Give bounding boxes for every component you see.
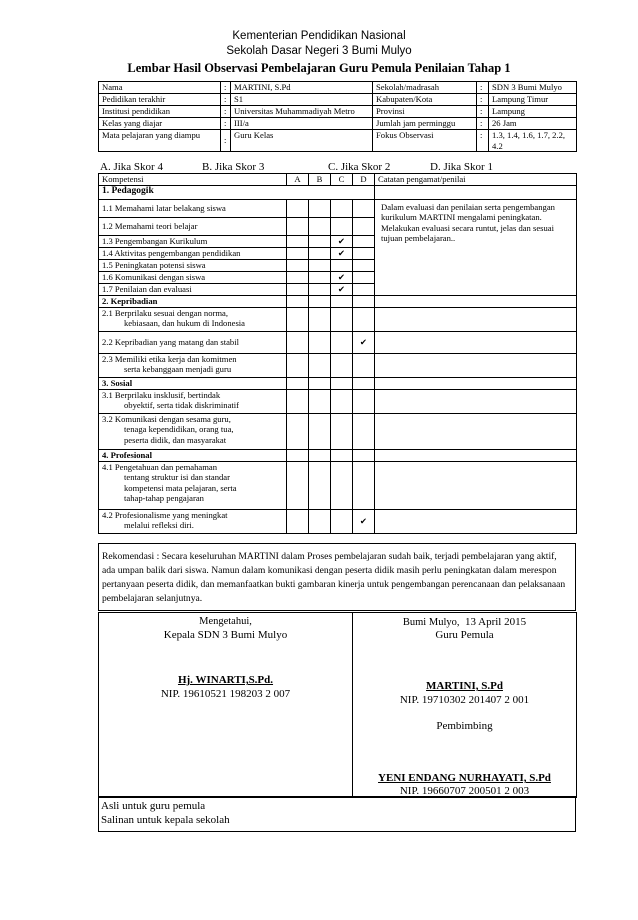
score-cell-d	[353, 389, 375, 413]
section-label: 2. Kepribadian	[99, 295, 287, 307]
check-mark-icon: ✔	[353, 331, 375, 353]
col-header-a: A	[287, 174, 309, 186]
score-cell-c	[331, 461, 353, 509]
score-cell-d	[353, 217, 375, 235]
info-label: Jumlah jam perminggu	[373, 118, 477, 130]
competency-label: 1.2 Memahami teori belajar	[99, 217, 287, 235]
check-mark-icon: ✔	[331, 271, 353, 283]
col-header-kompetensi: Kompetensi	[99, 174, 287, 186]
teacher-nip: NIP. 19710302 201407 2 001	[399, 694, 530, 706]
score-cell-d	[353, 377, 375, 389]
info-value: Lampung	[489, 106, 577, 118]
competency-line: 2.3 Memiliki etika kerja dan komitmen	[102, 353, 237, 364]
recommendation-box	[98, 543, 576, 611]
notes-cell	[375, 307, 577, 331]
competency-line: tentang struktur isi dan standar	[124, 472, 230, 482]
colon: :	[221, 130, 231, 152]
score-cell-a	[287, 199, 309, 217]
section-label: 1. Pedagogik	[99, 185, 375, 199]
score-cell-b	[309, 295, 331, 307]
colon: :	[221, 94, 231, 106]
score-cell-b	[309, 461, 331, 509]
score-cell-b	[309, 235, 331, 247]
info-label: Sekolah/madrasah	[373, 82, 477, 94]
competency-label	[99, 353, 287, 377]
score-cell-b	[309, 377, 331, 389]
score-cell-c	[331, 353, 353, 377]
info-value: III/a	[231, 118, 373, 130]
info-value: Universitas Muhammadiyah Metro	[231, 106, 373, 118]
notes-cell	[375, 413, 577, 449]
scale-b: B. Jika Skor 3	[202, 161, 265, 173]
signature-left	[99, 613, 353, 798]
info-value: Lampung Timur	[489, 94, 577, 106]
col-header-c: C	[331, 174, 353, 186]
score-cell-b	[309, 271, 331, 283]
score-cell-a	[287, 331, 309, 353]
competency-line: tahap-tahap pengajaran	[124, 493, 204, 503]
competency-row	[99, 331, 577, 353]
school-heading: Sekolah Dasar Negeri 3 Bumi Mulyo	[226, 45, 412, 57]
competency-line: melalui refleksi diri.	[124, 520, 194, 530]
info-label: Mata pelajaran yang diampu	[99, 130, 221, 152]
notes-cell	[375, 389, 577, 413]
competency-line: serta kebanggaan menjadi guru	[124, 364, 232, 374]
score-cell-b	[309, 307, 331, 331]
score-cell-d	[353, 353, 375, 377]
colon: :	[477, 118, 489, 130]
competency-line: kompetensi mata pelajaran, serta	[124, 482, 237, 493]
competency-row	[99, 199, 577, 217]
competency-label	[99, 413, 287, 449]
competency-line: 2.1 Berprilaku sesuai dengan norma,	[102, 307, 229, 318]
info-label: Kelas yang diajar	[99, 118, 221, 130]
info-value: 1.3, 1.4, 1.6, 1.7, 2.2, 4.2	[489, 130, 577, 152]
competency-row	[99, 413, 577, 449]
footer-cell	[99, 797, 576, 832]
score-cell-b	[309, 353, 331, 377]
score-cell-a	[287, 259, 309, 271]
score-cell-d	[353, 199, 375, 217]
score-cell-a	[287, 461, 309, 509]
score-cell-b	[309, 259, 331, 271]
colon: :	[477, 94, 489, 106]
competency-line: kebiasaan, dan hukum di Indonesia	[124, 318, 245, 328]
notes-cell	[375, 331, 577, 353]
scale-d: D. Jika Skor 1	[430, 161, 493, 173]
score-cell-a	[287, 389, 309, 413]
signing-date: 13 April 2015	[464, 616, 527, 628]
score-cell-b	[309, 283, 331, 295]
score-cell-c	[331, 449, 353, 461]
competency-label	[99, 389, 287, 413]
score-cell-c	[331, 331, 353, 353]
notes-cell	[375, 449, 577, 461]
score-cell-c	[331, 413, 353, 449]
score-cell-a	[287, 271, 309, 283]
competency-row	[99, 389, 577, 413]
info-row	[99, 94, 577, 106]
col-header-b: B	[309, 174, 331, 186]
check-mark-icon: ✔	[331, 235, 353, 247]
observer-notes: Dalam evaluasi dan penilaian serta pengembangan kurikulum MARTINI mengalami peningkatan. Melakukan evaluasi secara runtut, jelas dan sesuai tujuan pembelajaran..	[375, 199, 577, 295]
competency-line: 3.1 Berprilaku insklusif, bertindak	[102, 389, 221, 400]
mentor-nip: NIP. 19660707 200501 2 003	[399, 785, 530, 797]
info-label: Provinsi	[373, 106, 477, 118]
colon: :	[477, 82, 489, 94]
score-cell-b	[309, 413, 331, 449]
notes-cell	[375, 295, 577, 307]
competency-label	[99, 461, 287, 509]
info-row	[99, 82, 577, 94]
recommendation-text: Rekomendasi : Secara keseluruhan MARTINI dalam Proses pembelajaran sudah baik, terjadi pembelajaran yang aktif, ada umpan balik dari siswa. Namun dalam komunikasi dengan peserta didik masih perlu peningkatan dalam merespon pertanyaan peserta didik, dan memanfaatkan bukti gambaran kinerja untuk pengembangan perencanaan dan pelaksanaan pembelajaran selanjutnya.	[99, 544, 576, 611]
score-cell-a	[287, 353, 309, 377]
notes-spacer	[375, 185, 577, 199]
info-value: MARTINI, S.Pd	[231, 82, 373, 94]
score-cell-c	[331, 199, 353, 217]
place-date	[353, 616, 576, 628]
info-row	[99, 118, 577, 130]
score-cell-b	[309, 199, 331, 217]
info-value: S1	[231, 94, 373, 106]
score-cell-a	[287, 413, 309, 449]
section-label: 3. Sosial	[99, 377, 287, 389]
check-mark-icon: ✔	[353, 509, 375, 533]
col-header-d: D	[353, 174, 375, 186]
distribution-footer	[98, 796, 576, 832]
section-label: 4. Profesional	[99, 449, 287, 461]
info-label: Fokus Observasi	[373, 130, 477, 152]
competency-label	[99, 509, 287, 533]
score-cell-a	[287, 449, 309, 461]
place-label: Bumi Mulyo,	[402, 617, 460, 628]
competency-header-row	[99, 174, 577, 186]
notes-cell	[375, 509, 577, 533]
check-mark-icon: ✔	[331, 247, 353, 259]
principal-name: Hj. WINARTI,S.Pd.	[177, 674, 274, 686]
competency-line: 4.1 Pengetahuan dan pemahaman	[102, 461, 218, 472]
competency-row	[99, 461, 577, 509]
competency-row	[99, 509, 577, 533]
score-cell-a	[287, 217, 309, 235]
score-cell-c	[331, 217, 353, 235]
score-cell-b	[309, 247, 331, 259]
competency-label: 1.6 Komunikasi dengan siswa	[99, 271, 287, 283]
competency-label: 1.4 Aktivitas pengembangan pendidikan	[99, 247, 287, 259]
mentor-label: Pembimbing	[436, 720, 493, 732]
scale-c: C. Jika Skor 2	[328, 161, 391, 173]
competency-label: 1.7 Penilaian dan evaluasi	[99, 283, 287, 295]
competency-table	[98, 173, 577, 534]
info-value: SDN 3 Bumi Mulyo	[489, 82, 577, 94]
competency-label	[99, 307, 287, 331]
competency-label: 1.5 Peningkatan potensi siswa	[99, 259, 287, 271]
score-cell-b	[309, 331, 331, 353]
section-row-profesional	[99, 449, 577, 461]
colon: :	[477, 130, 489, 152]
colon: :	[221, 106, 231, 118]
notes-cell	[375, 353, 577, 377]
colon: :	[477, 106, 489, 118]
teacher-role: Guru Pemula	[435, 629, 494, 641]
score-cell-d	[353, 461, 375, 509]
competency-line: tenaga kependidikan, orang tua,	[124, 424, 234, 434]
score-cell-b	[309, 217, 331, 235]
score-cell-d	[353, 449, 375, 461]
footer-copy: Salinan untuk kepala sekolah	[101, 814, 230, 826]
info-row	[99, 130, 577, 152]
info-row	[99, 106, 577, 118]
score-cell-a	[287, 235, 309, 247]
document-title: Lembar Hasil Observasi Pembelajaran Guru Pemula Penilaian Tahap 1	[127, 61, 511, 75]
score-cell-d	[353, 259, 375, 271]
score-cell-a	[287, 377, 309, 389]
score-cell-c	[331, 259, 353, 271]
teacher-info-table	[98, 81, 577, 152]
competency-line: obyektif, serta tidak diskriminatif	[124, 400, 240, 410]
competency-label: 1.3 Pengembangan Kurikulum	[99, 235, 287, 247]
score-cell-d	[353, 413, 375, 449]
score-cell-a	[287, 509, 309, 533]
score-cell-d	[353, 295, 375, 307]
score-cell-a	[287, 307, 309, 331]
colon: :	[221, 118, 231, 130]
section-row-sosial	[99, 377, 577, 389]
competency-line: 3.2 Komunikasi dengan sesama guru,	[102, 413, 231, 424]
score-cell-c	[331, 509, 353, 533]
footer-original: Asli untuk guru pemula	[101, 800, 206, 812]
competency-label: 1.1 Memahami latar belakang siswa	[99, 199, 287, 217]
col-header-notes: Catatan pengamat/penilai	[375, 174, 577, 186]
score-cell-b	[309, 389, 331, 413]
score-cell-d	[353, 247, 375, 259]
score-cell-b	[309, 449, 331, 461]
principal-role: Kepala SDN 3 Bumi Mulyo	[163, 629, 288, 641]
score-cell-a	[287, 247, 309, 259]
score-cell-d	[353, 307, 375, 331]
info-label: Nama	[99, 82, 221, 94]
competency-row	[99, 307, 577, 331]
score-cell-d	[353, 235, 375, 247]
competency-row	[99, 353, 577, 377]
check-mark-icon: ✔	[331, 283, 353, 295]
section-row-pedagogik	[99, 185, 577, 199]
mentor-name: YENI ENDANG NURHAYATI, S.Pd	[378, 772, 551, 784]
section-row-kepribadian	[99, 295, 577, 307]
teacher-name: MARTINI, S.Pd	[426, 680, 503, 692]
info-label: Pedidikan terakhir	[99, 94, 221, 106]
notes-cell	[375, 461, 577, 509]
score-cell-a	[287, 295, 309, 307]
info-value: 26 Jam	[489, 118, 577, 130]
competency-label: 2.2 Kepribadian yang matang dan stabil	[99, 331, 287, 353]
competency-line: peserta didik, dan masyarakat	[124, 434, 227, 445]
score-cell-d	[353, 283, 375, 295]
score-cell-c	[331, 295, 353, 307]
principal-nip: NIP. 19610521 198203 2 007	[160, 688, 291, 700]
ministry-heading: Kementerian Pendidikan Nasional	[232, 30, 406, 42]
info-label: Kabupaten/Kota	[373, 94, 477, 106]
scale-a: A. Jika Skor 4	[100, 161, 163, 173]
info-label: Institusi pendidikan	[99, 106, 221, 118]
score-cell-c	[331, 377, 353, 389]
signature-right	[353, 613, 577, 798]
colon: :	[221, 82, 231, 94]
notes-cell	[375, 377, 577, 389]
score-cell-c	[331, 307, 353, 331]
info-value: Guru Kelas	[231, 130, 373, 152]
signature-block	[98, 612, 577, 798]
acknowledged-label: Mengetahui,	[199, 616, 252, 627]
score-cell-b	[309, 509, 331, 533]
score-cell-a	[287, 283, 309, 295]
score-cell-c	[331, 389, 353, 413]
competency-line: 4.2 Profesionalisme yang meningkat	[102, 509, 228, 520]
score-cell-d	[353, 271, 375, 283]
